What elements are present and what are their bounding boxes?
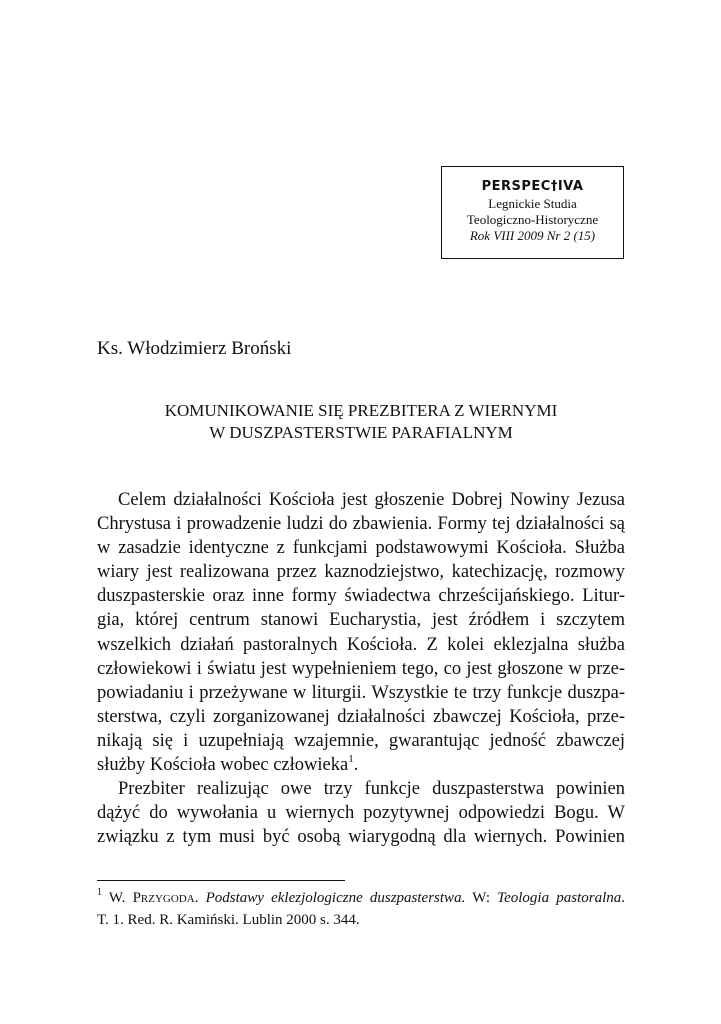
body-line: duszpasterskie oraz inne formy świadectwa chrześcijańskiego. Litur-: [97, 586, 625, 607]
body-line: powiadaniu i przeżywane w liturgii. Wszystkie te trzy funkcje duszpa-: [97, 682, 625, 703]
body-line: dążyć do wywołania u wiernych pozytywnej odpowiedzi Bogu. W: [97, 803, 625, 824]
footnote-sep: .: [194, 890, 206, 906]
journal-masthead-box: [441, 166, 624, 259]
body-line-text: służby Kościoła wobec człowieka: [97, 755, 349, 776]
body-line: związku z tym musi być osobą wiarygodną dla wiernych. Powinien: [97, 827, 625, 848]
body-line: nikają się i uzupełniają wzajemnie, gwarantując jedność zbawczej: [97, 730, 625, 751]
footnote-author-initial: W.: [102, 890, 133, 906]
body-line: sterstwa, czyli zorganizowanej działalności zbawczej Kościoła, prze-: [97, 706, 625, 727]
body-line: [97, 753, 625, 777]
body-line: w zasadzie identyczne z funkcjami podstawowymi Kościoła. Służba: [97, 538, 625, 559]
footnote-reference: 1: [348, 753, 354, 766]
article-title: [97, 400, 625, 444]
footnote-number: 1: [97, 887, 102, 898]
footnote-in-label: W:: [465, 890, 498, 906]
body-line: Celem działalności Kościoła jest głoszenie Dobrej Nowiny Jezusa: [118, 490, 625, 510]
journal-subtitle-line2: Teologiczno-Historyczne: [466, 212, 599, 227]
body-line-punct: .: [353, 755, 359, 776]
body-line: wszelkich działań pastoralnych Kościoła. Z kolei eklezjalna służba: [97, 634, 625, 655]
article-title-line2: W DUSZPASTERSTWIE PARAFIALNYM: [209, 423, 513, 442]
footnote: [97, 887, 625, 931]
article-body: [97, 488, 625, 849]
footnote-line2: T. 1. Red. R. Kamiński. Lublin 2000 s. 344.: [97, 912, 360, 928]
journal-issue: Rok VIII 2009 Nr 2 (15): [469, 228, 596, 243]
body-line: gia, której centrum stanowi Eucharystia, jest źródłem i szczytem: [97, 610, 625, 631]
body-line: wiary jest realizowana przez kaznodziejstwo, katechizację, rozmowy: [97, 562, 625, 583]
body-line: człowiekowi i światu jest wypełnieniem tego, co jest głoszone w prze-: [97, 658, 625, 679]
article-title-line1: KOMUNIKOWANIE SIĘ PREZBITERA Z WIERNYMI: [164, 401, 558, 420]
footnote-sep2: .: [621, 890, 626, 906]
body-line: Chrystusa i prowadzenie ludzi do zbawienia. Formy tej działalności są: [97, 514, 625, 535]
footnote-author-surname: Przygoda: [132, 890, 195, 906]
journal-subtitle-line1: Legnickie Studia: [488, 196, 577, 211]
article-author: Ks. Włodzimierz Broński: [97, 338, 292, 359]
footnote-collection-title: Teologia pastoralna: [497, 890, 622, 906]
journal-brand: PERSPEC†IVA: [481, 179, 584, 194]
body-line: Prezbiter realizując owe trzy funkcje duszpasterstwa powinien: [118, 779, 625, 800]
footnote-work-title: Podstawy eklezjologiczne duszpasterstwa.: [205, 890, 466, 906]
footnote-line1: [97, 887, 625, 909]
footnote-separator: [97, 880, 345, 881]
